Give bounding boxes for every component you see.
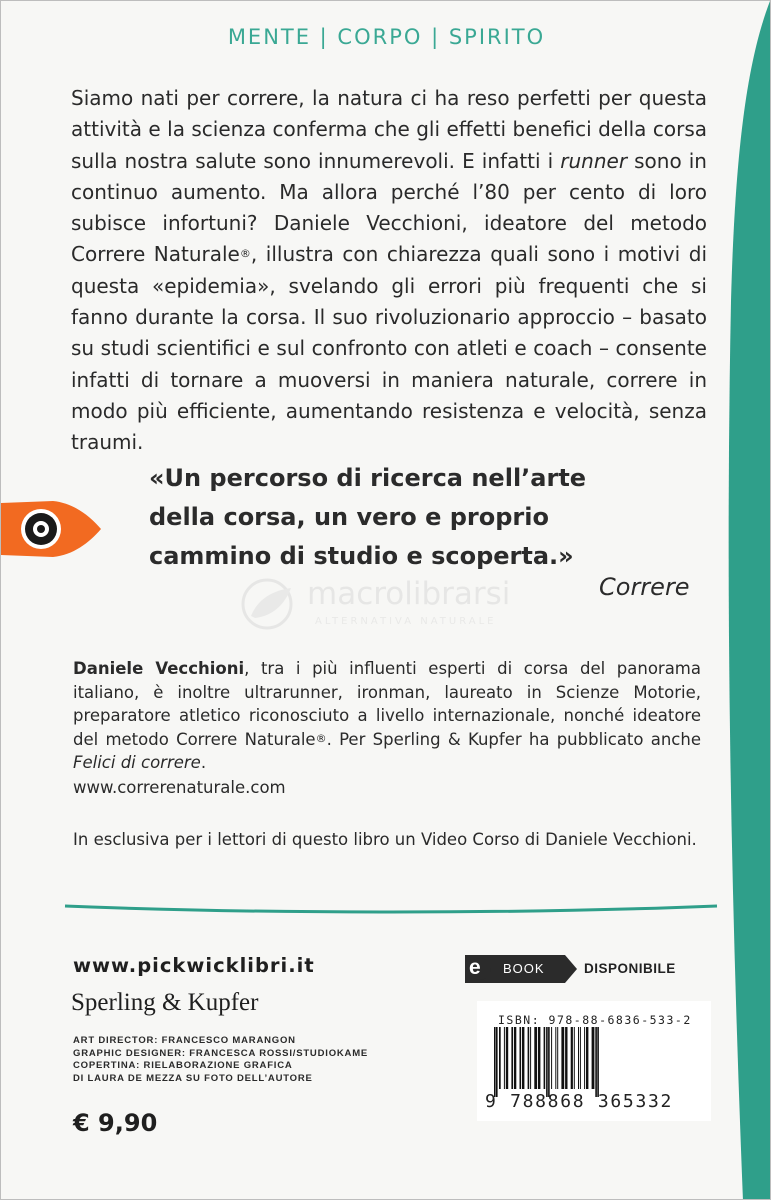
- credit-line: COPERTINA: RIELABORAZIONE GRAFICA: [73, 1060, 293, 1071]
- author-bio: Daniele Vecchioni, tra i più influenti esperti di corsa del panorama italiano, è inoltre ultrarunner, ironman, laureato in Scienze Motorie, preparatore atletico riconosciuto a livello internazionale, nonché ideatore del metodo Correre Naturale®. Per Sperling & Kupfer ha pubblicato anche Felici di correre.: [73, 659, 701, 773]
- isbn-number: ISBN: 978-88-6836-533-2: [498, 1013, 692, 1027]
- credits-block: [73, 1035, 368, 1085]
- availability-label: DISPONIBILE: [584, 961, 676, 976]
- orange-eye-icon: [1, 499, 103, 559]
- watermark-name: macrolibrarsi: [307, 576, 511, 612]
- publisher-logo: Sperling & Kupfer: [71, 989, 259, 1016]
- price: € 9,90: [73, 1109, 158, 1137]
- ebook-badge: [465, 955, 577, 983]
- barcode-digits: 9 788868 365332: [485, 1091, 674, 1112]
- publisher-website: www.pickwicklibri.it: [73, 954, 315, 977]
- credit-line: ART DIRECTOR: FRANCESCO MARANGON: [73, 1035, 296, 1046]
- pull-quote: «Un percorso di ricerca nell’arte della corsa, un vero e proprio cammino di studio e scoperta.»: [149, 464, 587, 570]
- watermark-tagline: ALTERNATIVA NATURALE: [315, 616, 497, 627]
- description-paragraph: Siamo nati per correre, la natura ci ha reso perfetti per questa attività e la scienza conferma che gli effetti benefici della corsa sulla nostra salute sono innumerevoli. E infatti i runner sono in continuo aumento. Ma allora perché l’80 per cento di loro subisce infortuni? Daniele Vecchioni, ideatore del metodo Correre Naturale®, illustra con chiarezza quali sono i motivi di questa «epidemia», svelando gli errori più frequenti che si fanno durante la corsa. Il suo rivoluzionario approccio – basato su studi scientifici e sul confronto con atleti e coach – consente infatti di tornare a muoversi in maniera naturale, correre in modo più efficiente, aumentando resistenza e velocità, senza traumi.: [71, 86, 707, 455]
- runner-italic: runner: [560, 148, 628, 173]
- credit-line: DI LAURA DE MEZZA SU FOTO DELL’AUTORE: [73, 1072, 313, 1084]
- exclusive-note: In esclusiva per i lettori di questo libro un Video Corso di Daniele Vecchioni.: [73, 830, 697, 849]
- leaf-logo-icon: [237, 576, 301, 632]
- series-header: MENTE | CORPO | SPIRITO: [227, 25, 546, 49]
- ebook-e-letter: e: [469, 956, 481, 979]
- credit-line: GRAPHIC DESIGNER: FRANCESCA ROSSI/STUDIOKAME: [73, 1047, 369, 1059]
- macrolibrarsi-watermark: [237, 576, 537, 632]
- author-name: Daniele Vecchioni: [73, 659, 245, 678]
- author-website: www.correrenaturale.com: [73, 778, 286, 797]
- teal-curve-divider: [61, 886, 721, 926]
- book-title: Felici di correre: [73, 753, 201, 773]
- quote-source: Correre: [599, 573, 690, 601]
- ebook-label: BOOK: [503, 961, 545, 976]
